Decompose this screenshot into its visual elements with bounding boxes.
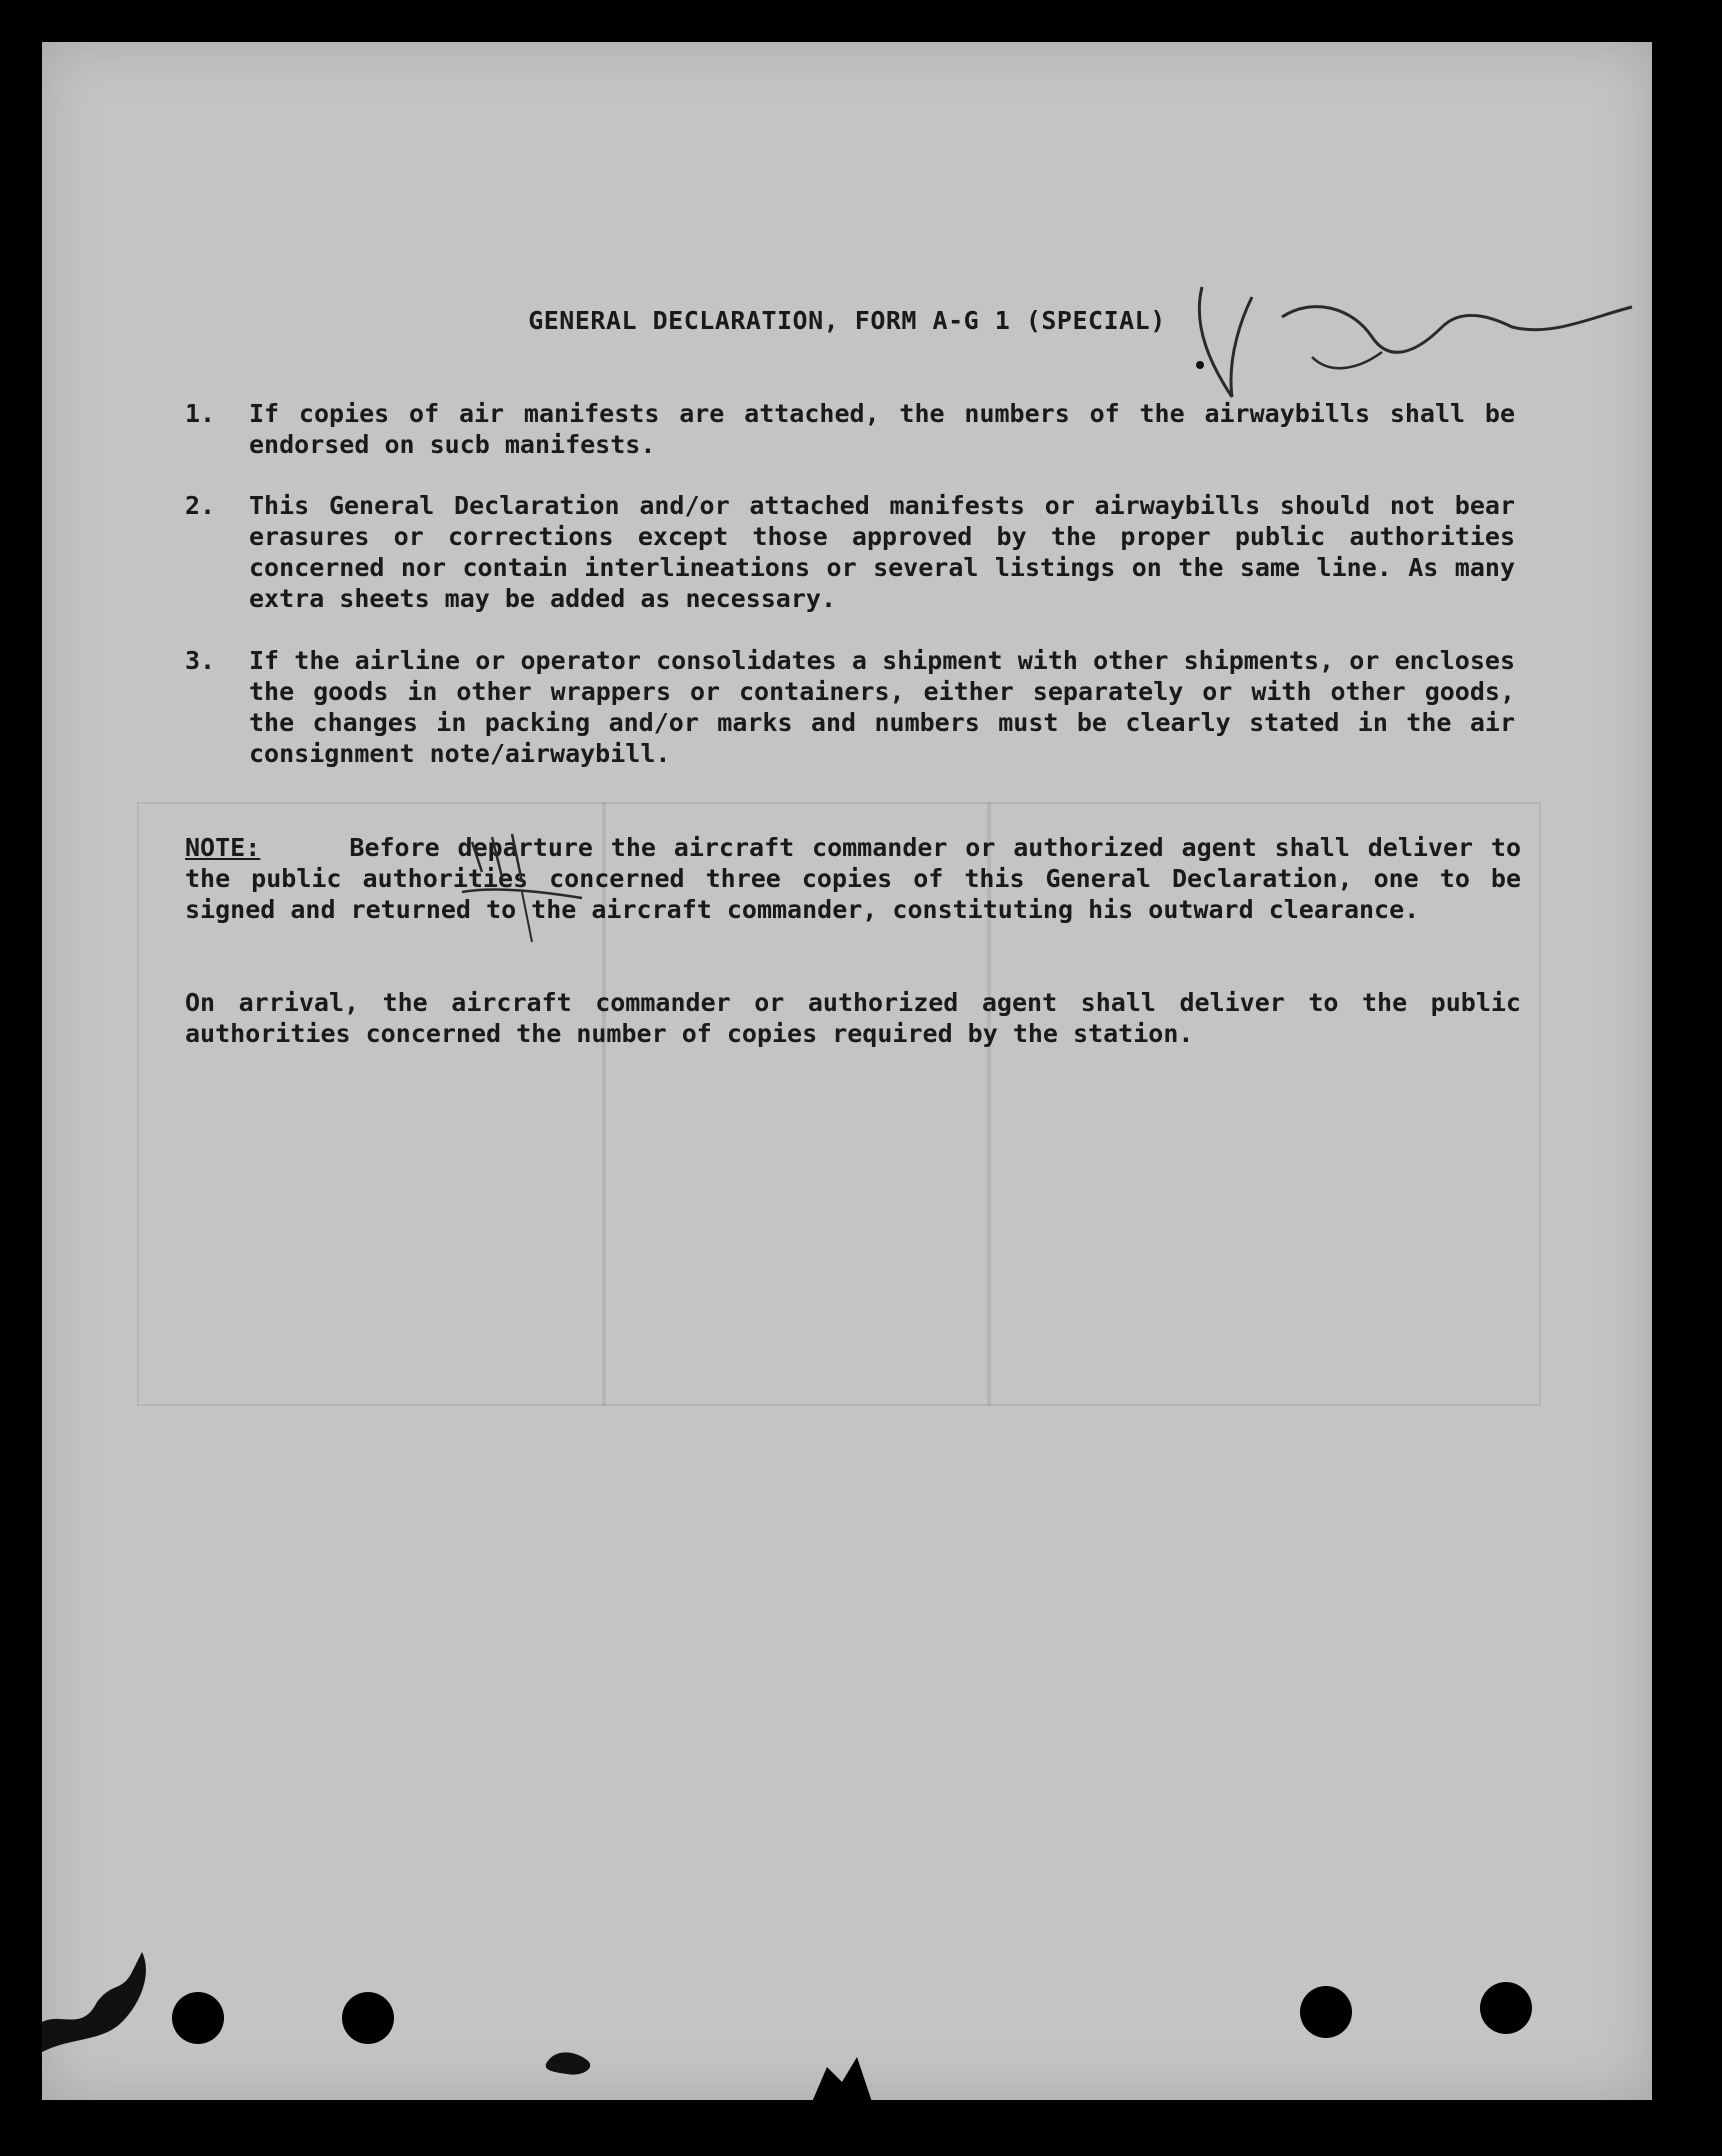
handwritten-scribble-mark [452, 832, 602, 952]
punch-hole [172, 1992, 224, 2044]
item-number: 2. [185, 491, 216, 520]
ink-blot [542, 2042, 602, 2082]
item-text: This General Declaration and/or attached manifests or airwaybills should not bear erasures or corrections except those approved by the proper public authorities concerned nor contain interlineations or several listings on the same line. As many extra sheets may be added as necessary. [249, 491, 1515, 613]
departure-note [185, 832, 1521, 925]
document-title: GENERAL DECLARATION, FORM A-G 1 (SPECIAL) [528, 306, 1166, 335]
bleed-through-text [462, 107, 482, 142]
punch-hole [342, 1992, 394, 2044]
note-text: Before departure the aircraft commander or authorized agent shall deliver to the public authorities concerned three copies of this General Declaration, one to be signed and returned to the aircraft commander, constituting his outward clearance. [185, 833, 1521, 924]
document-page [42, 42, 1652, 2100]
item-text: If copies of air manifests are attached, the numbers of the airwaybills shall be endorsed on sucb manifests. [249, 399, 1515, 459]
item-text: If the airline or operator consolidates a shipment with other shipments, or encloses the goods in other wrappers or containers, either separately or with other goods, the changes in packing and/or marks and numbers must be clearly stated in the air consignment note/airwaybill. [249, 646, 1515, 768]
bottom-edge-tear [802, 2042, 882, 2102]
handwritten-signature-mark [1172, 257, 1642, 417]
punch-hole [1300, 1986, 1352, 2038]
item-number: 3. [185, 646, 216, 675]
item-number: 1. [185, 399, 216, 428]
torn-edge-damage [42, 1942, 162, 2052]
note-label: NOTE: [185, 833, 261, 862]
arrival-note: On arrival, the aircraft commander or authorized agent shall deliver to the public authorities concerned the number of copies required by the station. [185, 988, 1521, 1048]
punch-hole [1480, 1982, 1532, 2034]
